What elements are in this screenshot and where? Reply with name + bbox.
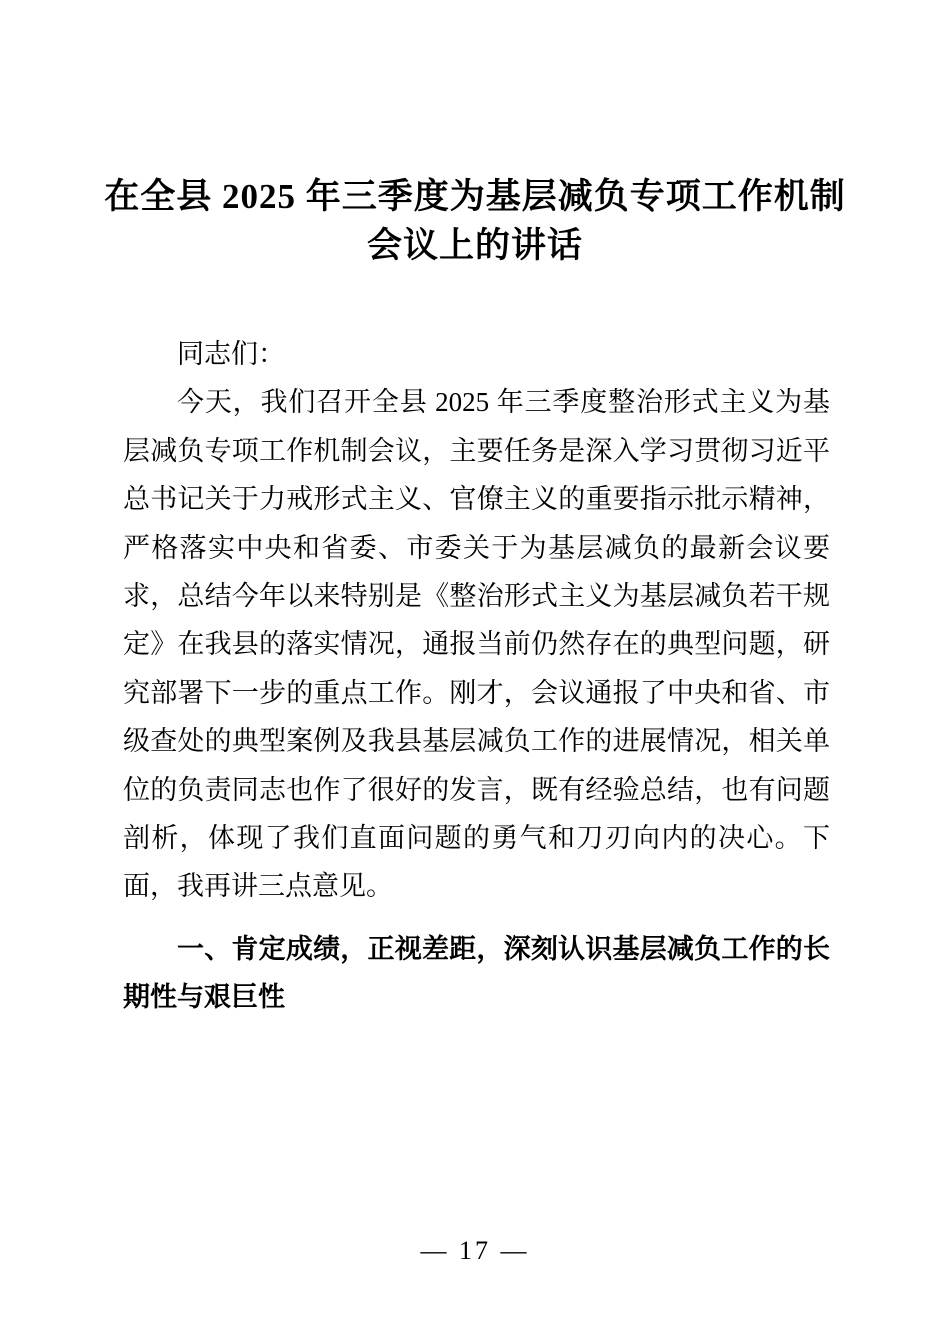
- document-title: 在全县 2025 年三季度为基层减负专项工作机制会议上的讲话: [104, 177, 846, 265]
- page-number: — 17 —: [420, 1236, 530, 1265]
- document-body: [123, 330, 830, 1022]
- salutation-line: 同志们：: [177, 339, 285, 369]
- body-paragraph: 今天，我们召开全县 2025 年三季度整治形式主义为基层减负专项工作机制会议，主要任务是深入学习贯彻习近平总书记关于力戒形式主义、官僚主义的重要指示批示精神，严格落实中央和省委、市委关于为基层减负的最新会议要求，总结今年以来特别是《整治形式主义为基层减负若干规定》在我县的落实情况，通报当前仍然存在的典型问题，研究部署下一步的重点工作。刚才，会议通报了中央和省、市级查处的典型案例及我县基层减负工作的进展情况，相关单位的负责同志也作了很好的发言，既有经验总结，也有问题剖析，体现了我们直面问题的勇气和刀刃向内的决心。下面，我再讲三点意见。: [123, 387, 830, 902]
- section-heading: 一、肯定成绩，正视差距，深刻认识基层减负工作的长期性与艰巨性: [123, 933, 830, 1013]
